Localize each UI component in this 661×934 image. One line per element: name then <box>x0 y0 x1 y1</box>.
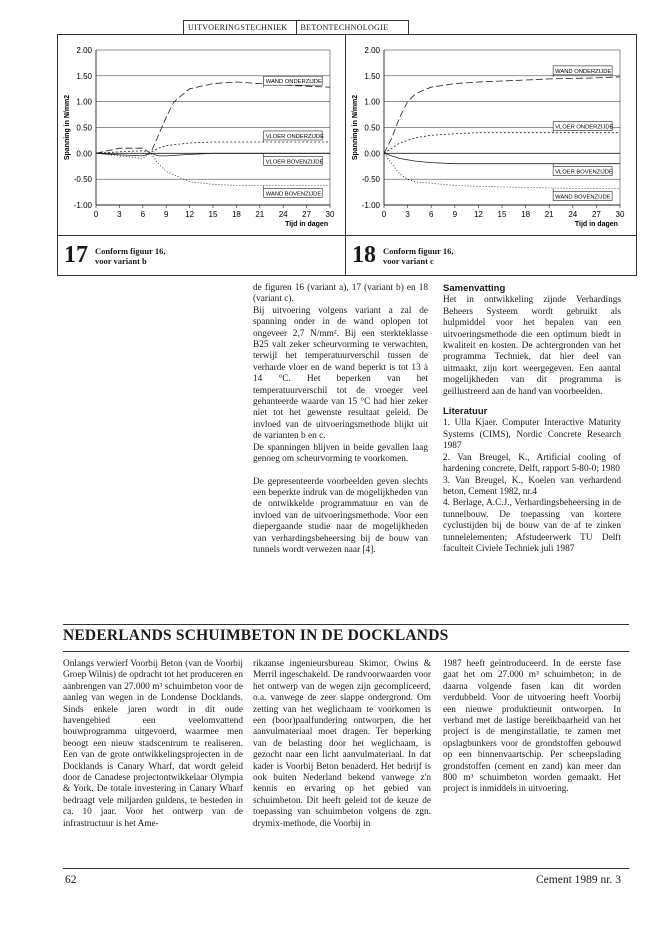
figure-number: 18 <box>352 242 376 268</box>
series-label: WAND ONDERZIJDE <box>555 68 612 75</box>
y-tick-label: 1.00 <box>76 97 92 107</box>
series-label: WAND ONDERZIJDE <box>265 79 322 86</box>
article-column-2: rikaanse ingenieursbureau Skimor, Owins & Merril ingeschakeld. De randvoorwaarden voor het ontwerp van de wegen zijn gecompliceerd, o.a. vanwege de zeer slappe ondergrond. Om zetting van het weglichaam te voorkomen is een (boor)paalfundering ontworpen, die het aanvulmateriaal moet dragen. Ter beperking van de belasting door het weglichaam, is gezocht naar een licht aanvulmateriaal. In dat kader is Voorbij Beton benaderd. Het bedrijf is ook buiten Nederland bekend vanwege z'n kennis en ervaring op het gebied van schuimbeton. Dit heeft geleid tot de keuze de toepassing van schuimbeton volgens de zgn. drymix-methode, die Voorbij in <box>253 659 431 829</box>
paragraph: De gepresenteerde voorbeelden geven slechts een beperkte indruk van de mogelijkheden van de ontwikkelde programmatuur en van de invloed van de uitvoeringsmethode. Voor een diepergaande studie naar de mogelijkheden van verhardingsbeheersing bij de bouw van tunnels wordt verwezen naar [4]. <box>253 476 428 555</box>
figure-17-chart <box>58 37 345 233</box>
x-tick-label: 21 <box>255 210 265 219</box>
x-tick-label: 15 <box>208 210 218 219</box>
figure-17-caption <box>64 243 165 267</box>
x-tick-label: 3 <box>117 210 122 219</box>
x-tick-label: 30 <box>325 210 335 219</box>
header-category-left: UITVOERINGSTECHNIEK <box>188 23 288 32</box>
x-tick-label: 12 <box>185 210 195 219</box>
x-tick-label: 27 <box>302 210 312 219</box>
series-label: VLOER ONDERZIJDE <box>265 133 325 140</box>
figure-number: 17 <box>64 242 88 268</box>
page-number: 62 <box>65 874 77 886</box>
y-tick-label: 2.00 <box>364 46 380 55</box>
journal-issue: Cement 1989 nr. 3 <box>536 874 621 886</box>
caption-line: voor variant c <box>383 256 434 266</box>
series-label: VLOER BOVENZIJDE <box>555 169 613 176</box>
series-label: WAND BOVENZIJDE <box>265 191 322 198</box>
series-label: VLOER BOVENZIJDE <box>265 159 324 166</box>
x-tick-label: 18 <box>521 210 531 219</box>
x-tick-label: 30 <box>615 210 625 219</box>
x-tick-label: 27 <box>591 210 601 219</box>
samenvatting-heading: Samenvatting <box>443 283 506 294</box>
samenvatting-text: Het in ontwikkeling zijnde Verhardings Beheers Systeem wordt gebruikt als hulpmiddel voor het bepalen van een uitvoeringsmethode die een optimum biedt in kwaliteit en kosten. De achtergronden van het programma Techniek, dat hier deel van uitmaakt, zijn kort weergegeven. Een aantal mogelijkheden van dit programma is geïllustreerd aan de hand van voorbeelden. <box>443 295 621 397</box>
x-tick-label: 21 <box>544 210 554 219</box>
series-line <box>384 153 620 163</box>
reference-item: 3. Van Breugel, K., Koelen van verhardend beton, Cement 1982, nr.4 <box>443 475 621 497</box>
y-tick-label: -0.50 <box>73 175 92 185</box>
series-label: WAND BOVENZIJDE <box>555 194 611 201</box>
x-axis-label: Tijd in dagen <box>574 221 618 228</box>
y-tick-label: 2.00 <box>76 46 92 55</box>
article-headline-rule <box>63 651 629 652</box>
y-tick-label: 0.50 <box>364 123 380 133</box>
x-tick-label: 12 <box>473 210 483 219</box>
article-column-3: 1987 heeft geïntroduceerd. In de eerste fase gaat het om 27.000 m³ schuimbeton; in de daarna volgende fasen kan dit worden verdubbeld. Voor de uitvoering heeft Voorbij een nieuwe produktieunit ontworpen. In verband met de lastige bereikbaarheid van het project is de menginstallatie, te zamen met opslagbunkers voor de grondstoffen gebouwd op een binnenvaartschip. Per scheepslading grondstoffen (cement en zand) kan meer dan 800 m³ schuimbeton worden gemaakt. Het project is inmiddels in uitvoering. <box>443 659 621 795</box>
x-tick-label: 0 <box>93 210 99 219</box>
x-tick-label: 9 <box>452 210 458 219</box>
series-line <box>96 142 330 153</box>
x-tick-label: 15 <box>497 210 507 219</box>
article-headline: NEDERLANDS SCHUIMBETON IN DE DOCKLANDS <box>63 627 449 644</box>
reference-item: 2. Van Breugel, K., Artificial cooling of hardening concrete, Delft, rapport 5-80-0; 1980 <box>443 452 621 475</box>
series-line <box>384 77 620 153</box>
y-tick-label: -1.00 <box>73 201 92 210</box>
caption-line: Conform figuur 16, <box>383 246 454 256</box>
x-tick-label: 24 <box>278 210 288 219</box>
reference-list <box>443 418 621 555</box>
y-tick-label: 0.00 <box>364 149 380 159</box>
x-tick-label: 3 <box>405 210 410 219</box>
footer-rule <box>63 868 629 869</box>
literatuur-heading: Literatuur <box>443 406 488 418</box>
caption-line: Conform figuur 16, <box>95 246 166 256</box>
figure-18-chart <box>346 37 635 233</box>
reference-item: 1. Ulla Kjaer. Computer Interactive Maturity Systems (CIMS), Nordic Concrete Research 1987 <box>443 418 621 452</box>
y-tick-label: -0.50 <box>361 175 380 185</box>
x-tick-label: 6 <box>428 210 434 219</box>
x-tick-label: 18 <box>231 210 241 219</box>
body-column-middle <box>253 283 428 556</box>
x-tick-label: 0 <box>381 210 387 219</box>
y-tick-label: 1.50 <box>76 71 92 81</box>
reference-item: 4. Berlage, A.C.J., Verhardingsbeheersing in de tunnelbouw. De toepassing van kortere cyclustijden bij de bouw van de af te zinken tunnelelementen; Afstudeerwerk TU Delft faculteit Civiele Techniek juli 1987 <box>443 498 621 554</box>
y-tick-label: 0.00 <box>76 149 92 159</box>
series-label: VLOER ONDERZIJDE <box>555 124 614 131</box>
section-header <box>183 20 409 35</box>
article-top-rule <box>63 624 629 625</box>
paragraph: De spanningen blijven in beide gevallen laag genoeg om scheurvorming te voorkomen. <box>253 442 428 465</box>
y-tick-label: -1.00 <box>361 201 380 210</box>
figure-18-caption <box>352 243 453 267</box>
y-tick-label: 1.00 <box>364 97 380 107</box>
series-line <box>96 82 330 153</box>
paragraph: Bij uitvoering volgens variant a zal de spanning onder in de wand oplopen tot ongeveer 2,7 N/mm². Bij een sterkteklasse B25 valt zeker scheurvorming te verwachten, terwijl het temperatuurverschil tussen de verharde vloer en de wand beperkt is tot 13 à 14 °C. Het beperken van het temperatuurverschil tot de vroeger veel gehanteerde waarde van 15 °C had hier zeker niet tot het gewenste resultaat geleid. De invloed van de uitvoeringsmethode blijkt uit de varianten b en c. <box>253 305 428 442</box>
y-tick-label: 0.50 <box>76 123 92 133</box>
x-tick-label: 24 <box>568 210 578 219</box>
x-axis-label: Tijd in dagen <box>285 221 329 228</box>
y-tick-label: 1.50 <box>364 71 380 81</box>
caption-rule <box>57 235 636 236</box>
paragraph: de figuren 16 (variant a), 17 (variant b) en 18 (variant c). <box>253 283 428 305</box>
header-category-right: BETONTECHNOLOGIE <box>296 21 409 34</box>
series-line <box>384 133 620 154</box>
x-tick-label: 6 <box>140 210 146 219</box>
y-axis-label: Spanning in N/mm2 <box>64 94 71 161</box>
caption-line: voor variant b <box>95 256 147 266</box>
body-column-right <box>443 283 621 555</box>
article-column-1: Onlangs verwierf Voorbij Beton (van de Voorbij Groep Wilnis) de opdracht tot het produceren en aanbrengen van 27.000 m³ schuimbeton voor de aanleg van wegen in de Londense Docklands. Sinds enkele jaren wordt in dit oude havengebied een veelomvattend bouwprogramma uitgevoerd, waarmee men beoogt een nieuw stadscentrum te realiseren. Een van de grote ontwikkelingsprojecten in de Docklands is Canary Wharf, dat wordt geleid door de Canadese projectontwikkelaar Olympia & York. De totale investering in Canary Wharf bedraagt vele miljarden guldens, te besteden in ca. 10 jaar. Voor het ontwerp van de infrastructuur is het Ame- <box>63 659 243 829</box>
y-axis-label: Spanning in N/mm2 <box>352 94 359 161</box>
x-tick-label: 9 <box>163 210 169 219</box>
